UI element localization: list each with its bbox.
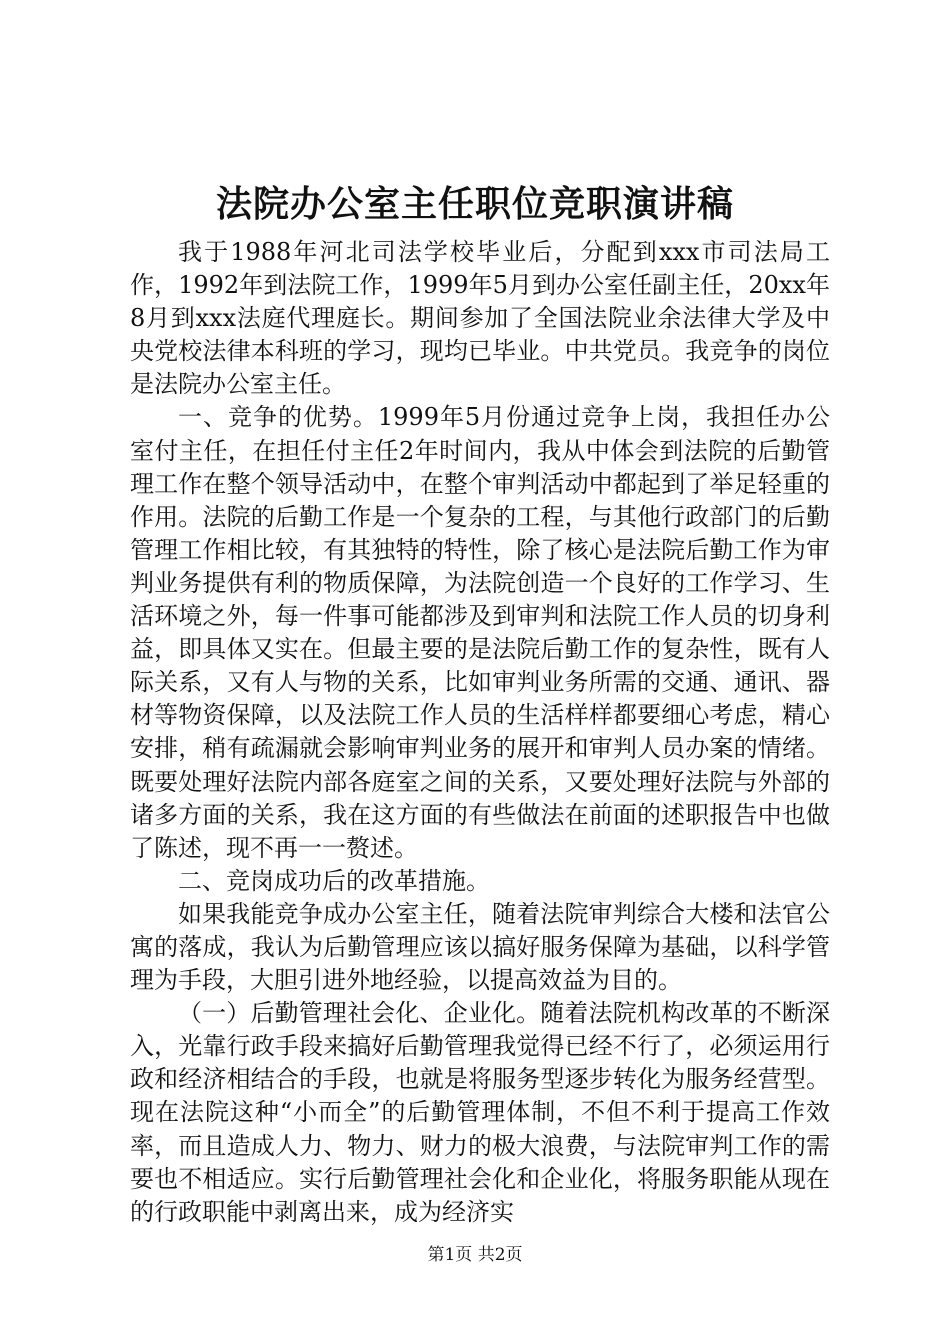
paragraph-reform-intro: 如果我能竞争成办公室主任，随着法院审判综合大楼和法官公寓的落成，我认为后勤管理应该以搞好服务保障为基础，以科学管理为手段，大胆引进外地经验，以提高效益为目的。 — [130, 899, 830, 995]
paragraph-socialization: （一）后勤管理社会化、企业化。随着法院机构改革的不断深入，光靠行政手段来搞好后勤管理我觉得已经不行了，必须运用行政和经济相结合的手段，也就是将服务型逐步转化为服务经营型。现在法院这种“小而全”的后勤管理体制，不但不利于提高工作效率，而且造成人力、物力、财力的极大浪费，与法院审判工作的需要也不相适应。实行后勤管理社会化和企业化，将服务职能从现在的行政职能中剥离出来，成为经济实 — [130, 999, 830, 1226]
document-body — [130, 236, 830, 1229]
paragraph-reform-heading: 二、竞岗成功后的改革措施。 — [178, 866, 490, 895]
page-number-footer: 第1页 共2页 — [427, 1245, 523, 1265]
document-title: 法院办公室主任职位竞职演讲稿 — [215, 183, 734, 225]
paragraph-advantages: 一、竞争的优势。1999年5月份通过竞争上岗，我担任办公室付主任，在担任付主任2年时间内，我从中体会到法院的后勤管理工作在整个领导活动中，在整个审判活动中都起到了举足轻重的作用。法院的后勤工作是一个复杂的工程，与其他行政部门的后勤管理工作相比较，有其独特的特性，除了核心是法院后勤工作为审判业务提供有利的物质保障，为法院创造一个良好的工作学习、生活环境之外，每一件事可能都涉及到审判和法院工作人员的切身利益，即具体又实在。但最主要的是法院后勤工作的复杂性，既有人际关系，又有人与物的关系，比如审判业务所需的交通、通讯、器材等物资保障，以及法院工作人员的生活样样都要细心考虑，精心安排，稍有疏漏就会影响审判业务的展开和审判人员办案的情绪。既要处理好法院内部各庭室之间的关系，又要处理好法院与外部的诸多方面的关系，我在这方面的有些做法在前面的述职报告中也做了陈述，现不再一一赘述。 — [130, 403, 830, 862]
paragraph-intro: 我于1988年河北司法学校毕业后，分配到xxx市司法局工作，1992年到法院工作，1999年5月到办公室任副主任，20xx年8月到xxx法庭代理庭长。期间参加了全国法院业余法律大学及中央党校法律本科班的学习，现均已毕业。中共党员。我竞争的岗位是法院办公室主任。 — [130, 238, 830, 399]
